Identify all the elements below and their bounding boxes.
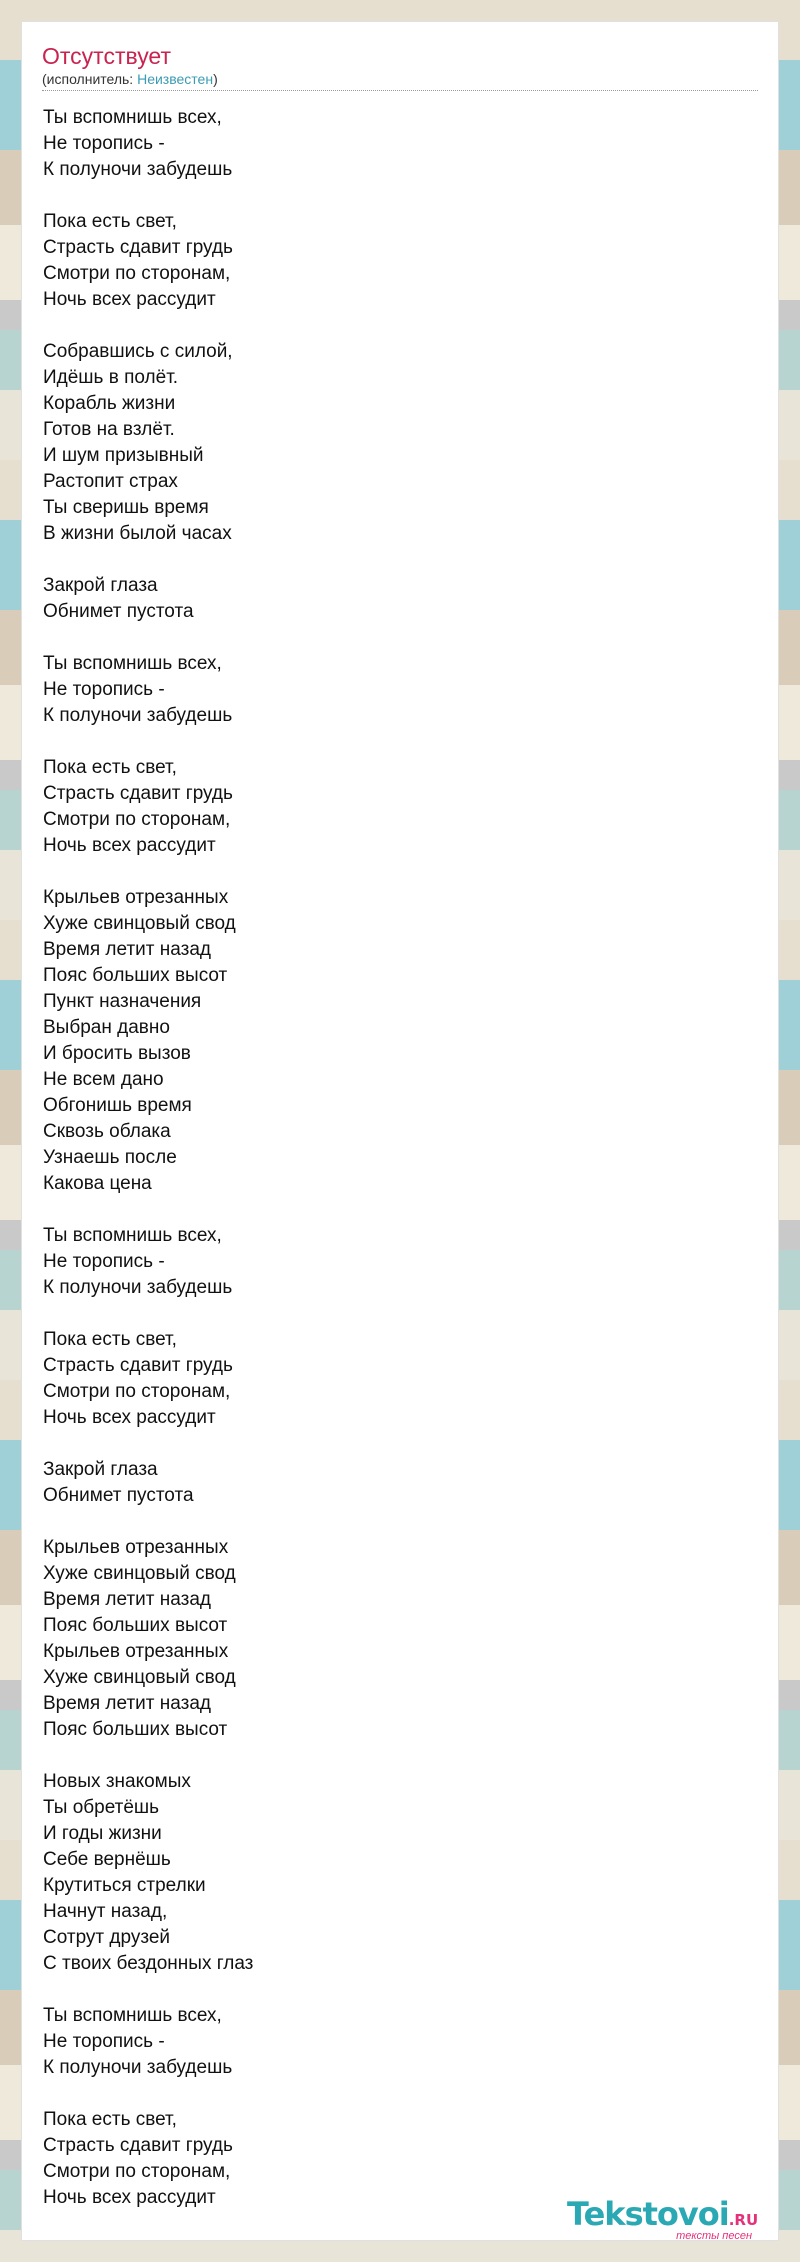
lyric-line: Страсть сдавит грудь [43,2135,233,2156]
lyric-line: Сквозь облака [43,1121,171,1142]
lyric-line: Страсть сдавит грудь [43,783,233,804]
lyric-line: И бросить вызов [43,1043,191,1064]
lyric-line: Новых знакомых [43,1771,191,1792]
lyric-line: Смотри по сторонам, [43,1381,231,1402]
song-header [42,42,758,91]
artist-prefix: (исполнитель: [42,71,138,87]
stanza-break [43,859,743,885]
lyric-line: Смотри по сторонам, [43,263,231,284]
lyric-line: Ты обретёшь [43,1797,160,1818]
lyric-line: Ночь всех рассудит [43,2187,216,2208]
stanza-break [43,1197,743,1223]
lyric-line: Пока есть свет, [43,211,177,232]
stanza-break [43,1301,743,1327]
lyrics-text [43,105,743,2211]
lyric-line: Ты вспомнишь всех, [43,107,222,128]
lyric-line: Корабль жизни [43,393,176,414]
lyric-line: Закрой глаза [43,1459,158,1480]
site-logo[interactable] [567,2196,772,2242]
lyric-line: В жизни былой часах [43,523,232,544]
lyric-line: С твоих бездонных глаз [43,1953,254,1974]
lyric-line: Пункт назначения [43,991,202,1012]
artist-link[interactable]: Неизвестен [137,71,214,87]
song-title: Отсутствует [42,43,171,69]
lyric-line: Пояс больших высот [43,965,228,986]
lyric-line: Не торопись - [43,133,165,154]
lyric-line: Себе вернёшь [43,1849,171,1870]
lyrics-page [21,21,779,2241]
lyric-line: Закрой глаза [43,575,158,596]
lyric-line: Готов на взлёт. [43,419,175,440]
lyric-line: Начнут назад, [43,1901,168,1922]
lyric-line: Пока есть свет, [43,1329,177,1350]
lyric-line: Ты вспомнишь всех, [43,1225,222,1246]
lyric-line: И шум призывный [43,445,204,466]
artist-line [42,70,758,88]
lyric-line: Собравшись с силой, [43,341,233,362]
stanza-break [43,729,743,755]
lyric-line: Обнимет пустота [43,1485,194,1506]
lyric-line: Крыльев отрезанных [43,1641,229,1662]
stanza-break [43,313,743,339]
lyric-line: Не торопись - [43,1251,165,1272]
stanza-break [43,1743,743,1769]
lyric-line: Пояс больших высот [43,1615,228,1636]
lyric-line: К полуночи забудешь [43,705,233,726]
stanza-break [43,1431,743,1457]
lyric-line: Не торопись - [43,679,165,700]
lyric-line: Выбран давно [43,1017,170,1038]
stanza-break [43,625,743,651]
lyric-line: К полуночи забудешь [43,2057,233,2078]
lyric-line: Крыльев отрезанных [43,887,229,908]
lyric-line: Пока есть свет, [43,2109,177,2130]
lyric-line: Ночь всех рассудит [43,289,216,310]
lyric-line: Сотрут друзей [43,1927,171,1948]
lyric-line: Ночь всех рассудит [43,1407,216,1428]
lyric-line: Время летит назад [43,1589,211,1610]
lyric-line: Хуже свинцовый свод [43,1563,236,1584]
lyric-line: Ты сверишь время [43,497,209,518]
artist-suffix: ) [213,71,218,87]
lyric-line: Обнимет пустота [43,601,194,622]
stanza-break [43,547,743,573]
stanza-break [43,1509,743,1535]
lyric-line: Ты вспомнишь всех, [43,653,222,674]
lyric-line: Растопит страх [43,471,178,492]
lyric-line: Не торопись - [43,2031,165,2052]
lyric-line: Смотри по сторонам, [43,2161,231,2182]
lyric-line: Узнаешь после [43,1147,177,1168]
stanza-break [43,183,743,209]
lyric-line: Хуже свинцовый свод [43,1667,236,1688]
logo-name: Tekstovoi [567,2195,729,2233]
lyric-line: Время летит назад [43,939,211,960]
logo-tagline: тексты песен [676,2230,752,2242]
lyric-line: К полуночи забудешь [43,159,233,180]
lyric-line: Пояс больших высот [43,1719,228,1740]
lyric-line: Страсть сдавит грудь [43,237,233,258]
lyric-line: Не всем дано [43,1069,164,1090]
lyric-line: Крутиться стрелки [43,1875,206,1896]
lyric-line: Крыльев отрезанных [43,1537,229,1558]
lyric-line: Идёшь в полёт. [43,367,179,388]
lyric-line: Время летит назад [43,1693,211,1714]
lyric-line: Страсть сдавит грудь [43,1355,233,1376]
lyric-line: К полуночи забудешь [43,1277,233,1298]
lyric-line: Ночь всех рассудит [43,835,216,856]
logo-tld: .RU [728,2211,759,2229]
lyric-line: Хуже свинцовый свод [43,913,236,934]
lyric-line: Пока есть свет, [43,757,177,778]
lyric-line: Обгонишь время [43,1095,192,1116]
lyric-line: И годы жизни [43,1823,162,1844]
lyric-line: Ты вспомнишь всех, [43,2005,222,2026]
lyric-line: Смотри по сторонам, [43,809,231,830]
stanza-break [43,1977,743,2003]
stanza-break [43,2081,743,2107]
lyric-line: Какова цена [43,1173,152,1194]
